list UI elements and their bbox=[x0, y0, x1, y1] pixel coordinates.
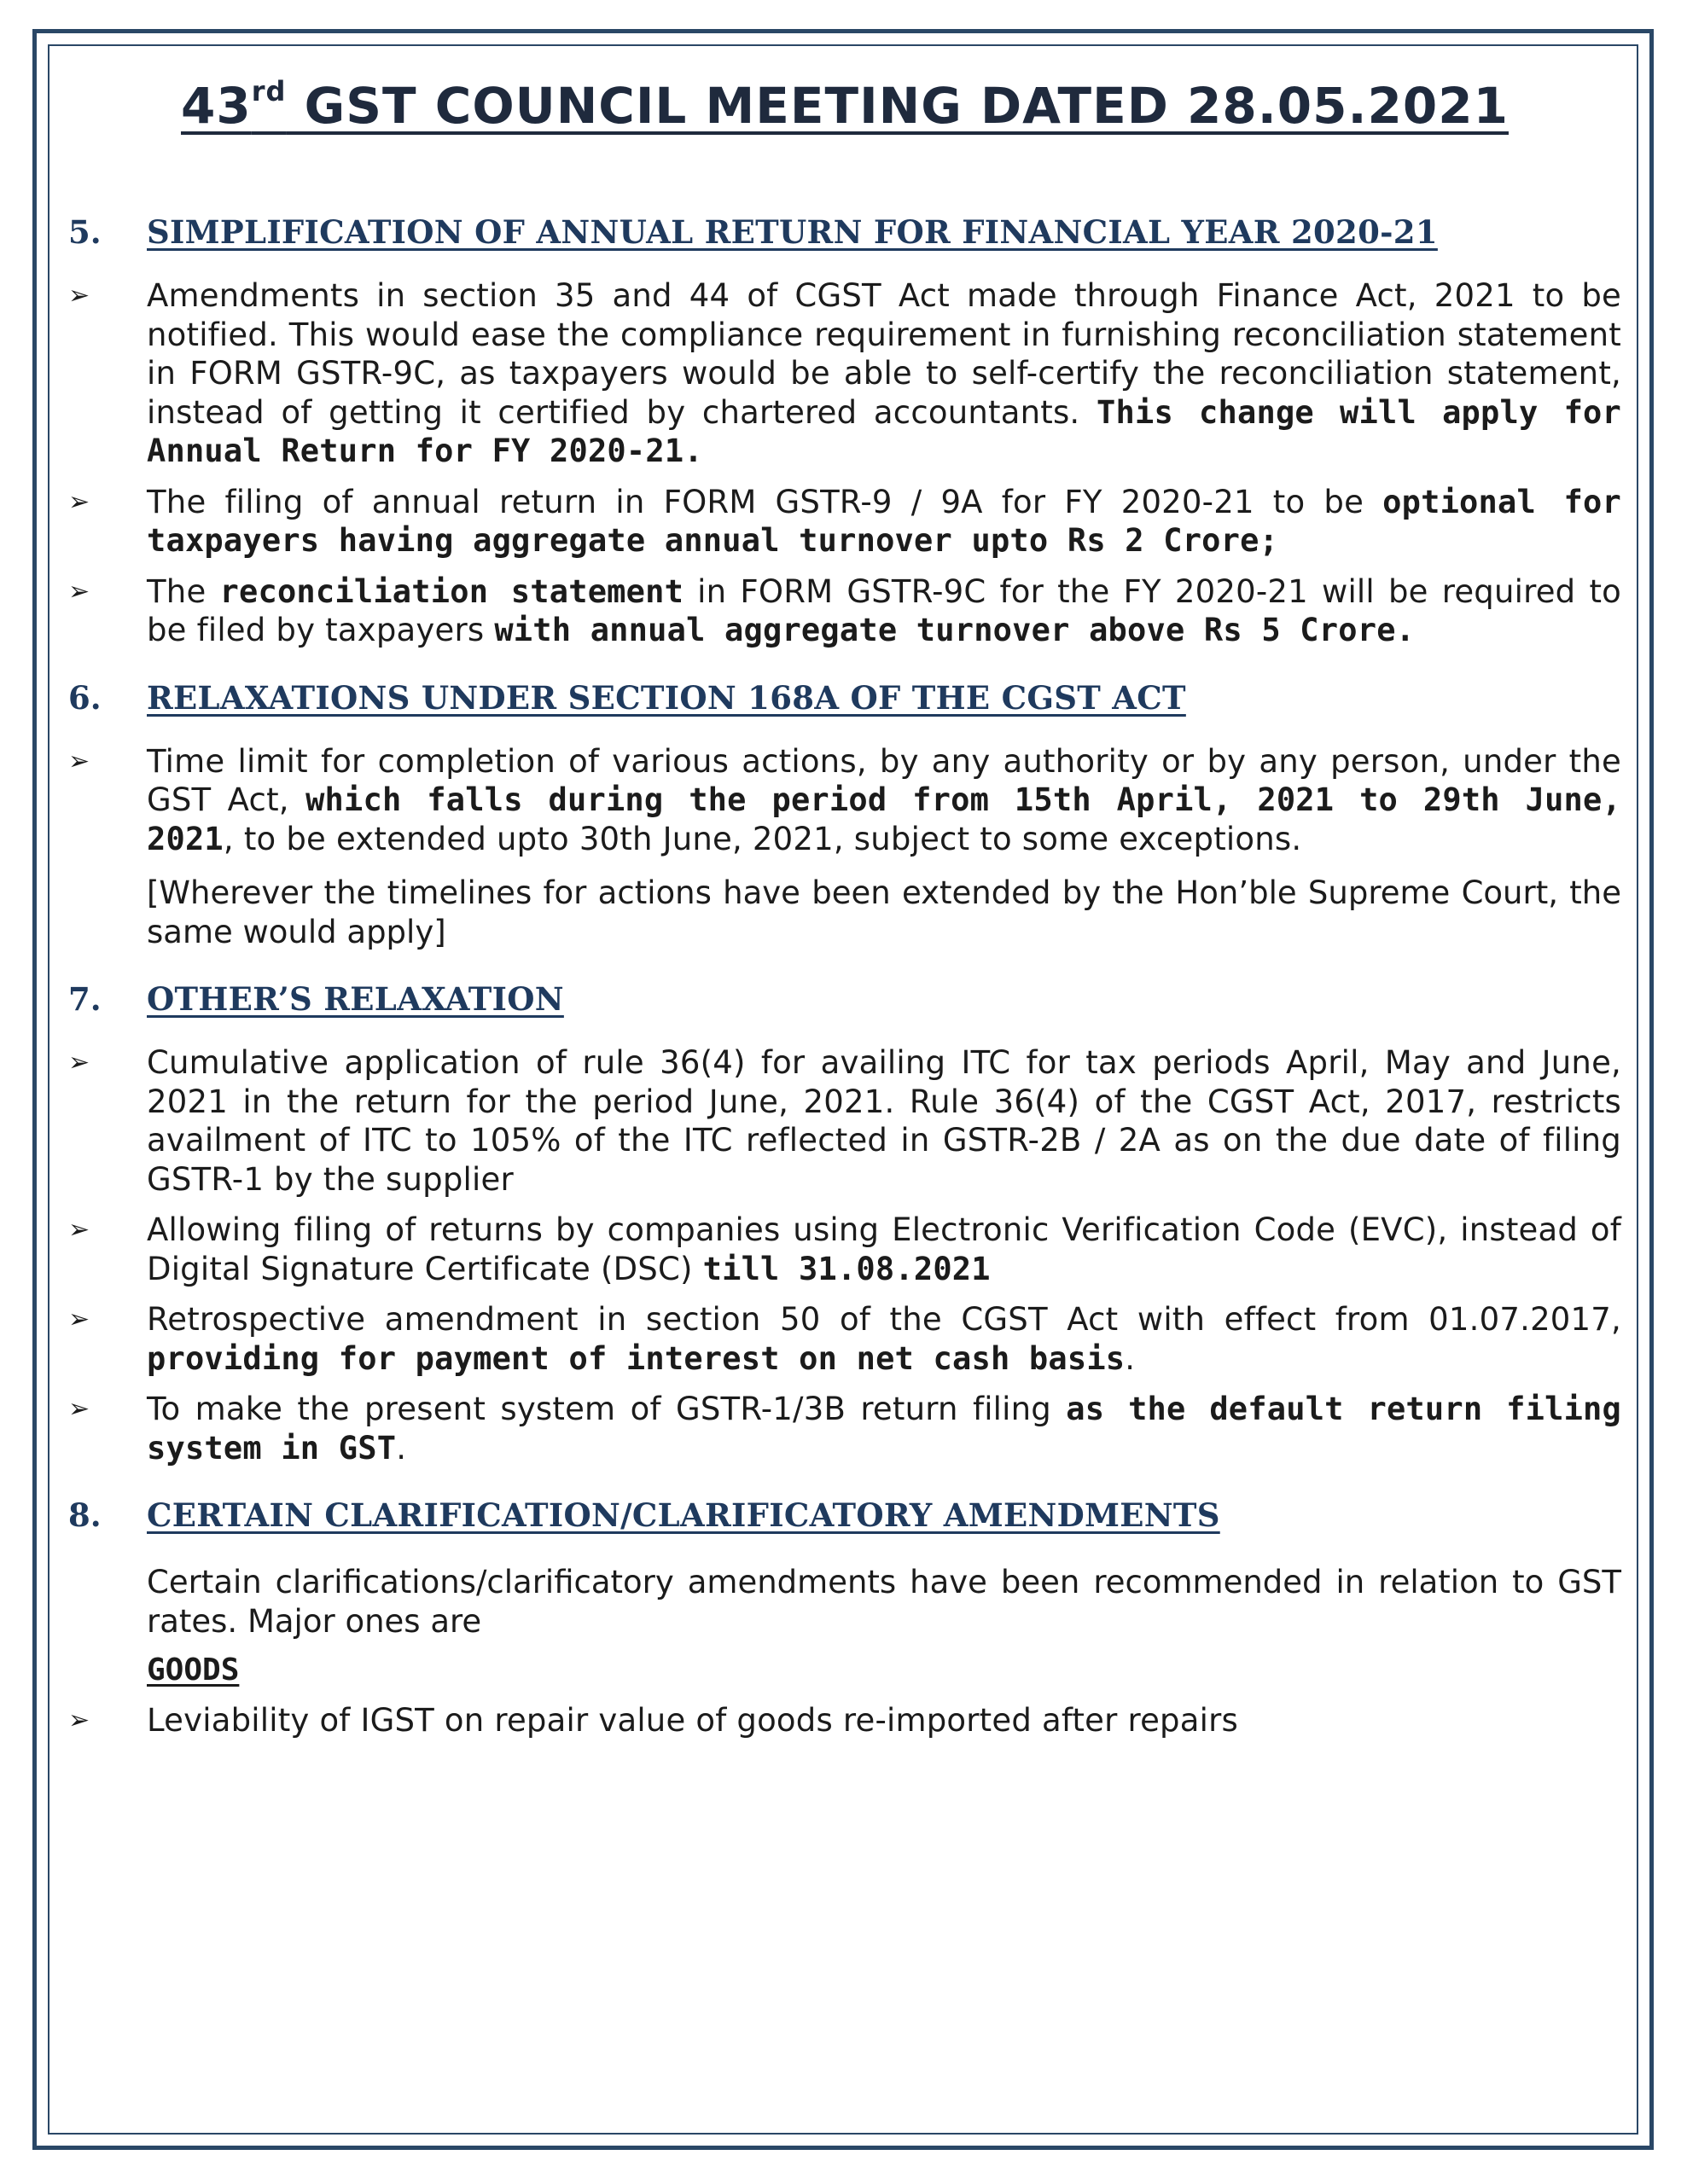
bullet-text bbox=[147, 483, 1621, 561]
bullet-text-bold: with annual aggregate turnover above Rs 5 Crore. bbox=[494, 612, 1416, 648]
bullet-text bbox=[147, 1211, 1621, 1288]
section-5 bbox=[68, 213, 1621, 650]
bullet-text-plain: Allowing filing of returns by companies using Electronic Verification Code (EVC), instead of Digital Signature Certificate (DSC) bbox=[147, 1211, 1621, 1287]
section-heading bbox=[68, 679, 1621, 717]
bullet-text-plain: in FORM GSTR-9C for the FY 2020-21 will be required to be filed by taxpayers bbox=[147, 572, 1621, 648]
title-number: 43 bbox=[181, 77, 252, 135]
bullet-text-plain: . bbox=[1125, 1339, 1136, 1377]
bullet-text-bold: till 31.08.2021 bbox=[702, 1250, 991, 1287]
arrowhead-bullet-icon: ➢ bbox=[68, 486, 90, 517]
bullet-text-bold: optional for taxpayers having aggregate annual turnover upto Rs 2 Crore; bbox=[147, 483, 1621, 559]
arrowhead-bullet-icon: ➢ bbox=[68, 1048, 90, 1077]
arrowhead-bullet-icon: ➢ bbox=[68, 576, 90, 607]
section-7 bbox=[68, 980, 1621, 1467]
bullet-text: Cumulative application of rule 36(4) for availing ITC for tax periods April, May and June, 2021 in the return for the period June, 2021. Rule 36(4) of the CGST Act, 2017, restricts availment of ITC to 105% of the ITC reflected in GSTR-2B / 2A as on the due date of filing GSTR-1 by the supplier bbox=[147, 1044, 1621, 1198]
arrowhead-bullet-icon: ➢ bbox=[68, 1215, 90, 1245]
list-item bbox=[68, 572, 1621, 650]
bullet-text bbox=[147, 276, 1621, 471]
arrowhead-bullet-icon: ➢ bbox=[68, 746, 90, 776]
bullet-text bbox=[147, 1390, 1621, 1467]
bullet-text-plain: Amendments in section 35 and 44 of CGST Act made through Finance Act, 2021 to be notified. This would ease the compliance requirement in furnishing reconciliation statement in FORM GSTR-9C, as taxpayers would be able to self-certify the reconciliation statement, instead of getting it certified by chartered accountants. bbox=[147, 277, 1621, 431]
section-heading bbox=[68, 1496, 1621, 1534]
bullet-text bbox=[147, 742, 1621, 859]
bullet-text-bold: This change will apply for Annual Return for FY 2020-21. bbox=[147, 393, 1622, 469]
section-title: RELAXATIONS UNDER SECTION 168A OF THE CGST ACT bbox=[147, 678, 1186, 717]
section-6 bbox=[68, 679, 1621, 952]
section-number: 5. bbox=[68, 213, 102, 251]
list-item bbox=[68, 742, 1621, 859]
bullet-text-bold: which falls during the period from 15th April, 2021 to 29th June, 2021 bbox=[147, 781, 1621, 857]
section-title: CERTAIN CLARIFICATION/CLARIFICATORY AMENDMENTS bbox=[147, 1496, 1220, 1534]
list-item bbox=[68, 1211, 1621, 1288]
section-note: [Wherever the timelines for actions have been extended by the Hon’ble Supreme Court, the same would apply] bbox=[147, 874, 1621, 950]
bullet-text-bold: providing for payment of interest on net cash basis bbox=[147, 1339, 1126, 1377]
section-number: 8. bbox=[68, 1496, 102, 1534]
list-item bbox=[68, 1300, 1621, 1378]
section-intro: Certain clarifications/clarificatory amendments have been recommended in relation to GST rates. Major ones are bbox=[147, 1564, 1621, 1640]
arrowhead-bullet-icon: ➢ bbox=[68, 281, 90, 311]
list-item bbox=[68, 1701, 1621, 1740]
bullet-text-plain: Retrospective amendment in section 50 of the CGST Act with effect from 01.07.2017, bbox=[147, 1301, 1621, 1338]
title-ordinal-suffix: rd bbox=[251, 75, 287, 107]
section-title: OTHER’S RELAXATION bbox=[147, 980, 564, 1018]
bullet-text bbox=[147, 572, 1621, 650]
bullet-text-bold: as the default return filing system in GST bbox=[147, 1391, 1622, 1467]
arrowhead-bullet-icon: ➢ bbox=[68, 1394, 90, 1424]
section-title: SIMPLIFICATION OF ANNUAL RETURN FOR FINANCIAL YEAR 2020-21 bbox=[147, 213, 1438, 251]
arrowhead-bullet-icon: ➢ bbox=[68, 1705, 90, 1735]
bullet-text-plain: The bbox=[147, 572, 220, 610]
bullet-text bbox=[147, 1300, 1621, 1378]
bullet-text-plain: . bbox=[396, 1429, 407, 1467]
bullet-text-bold: reconciliation statement bbox=[219, 572, 684, 610]
goods-subheading: GOODS bbox=[147, 1653, 240, 1687]
bullet-text-plain: To make the present system of GSTR-1/3B return filing bbox=[147, 1391, 1067, 1427]
bullet-text: Leviability of IGST on repair value of goods re-imported after repairs bbox=[147, 1702, 1238, 1739]
bullet-text-plain: , to be extended upto 30th June, 2021, subject to some exceptions. bbox=[223, 820, 1302, 857]
list-item bbox=[68, 1390, 1621, 1467]
page-title bbox=[68, 67, 1621, 135]
section-heading bbox=[68, 213, 1621, 251]
title-text: GST COUNCIL MEETING DATED 28.05.2021 bbox=[286, 77, 1509, 135]
list-item bbox=[68, 483, 1621, 561]
section-heading bbox=[68, 980, 1621, 1018]
document-body bbox=[68, 67, 1621, 1740]
arrowhead-bullet-icon: ➢ bbox=[68, 1304, 90, 1334]
bullet-text-plain: Time limit for completion of various actions, by any authority or by any person, under the GST Act, bbox=[147, 742, 1621, 818]
list-item bbox=[68, 276, 1621, 471]
bullet-text-plain: The filing of annual return in FORM GSTR-9 / 9A for FY 2020-21 to be bbox=[147, 483, 1383, 520]
section-number: 6. bbox=[68, 678, 102, 717]
list-item bbox=[68, 1043, 1621, 1199]
section-number: 7. bbox=[68, 980, 102, 1018]
section-8 bbox=[68, 1496, 1621, 1740]
